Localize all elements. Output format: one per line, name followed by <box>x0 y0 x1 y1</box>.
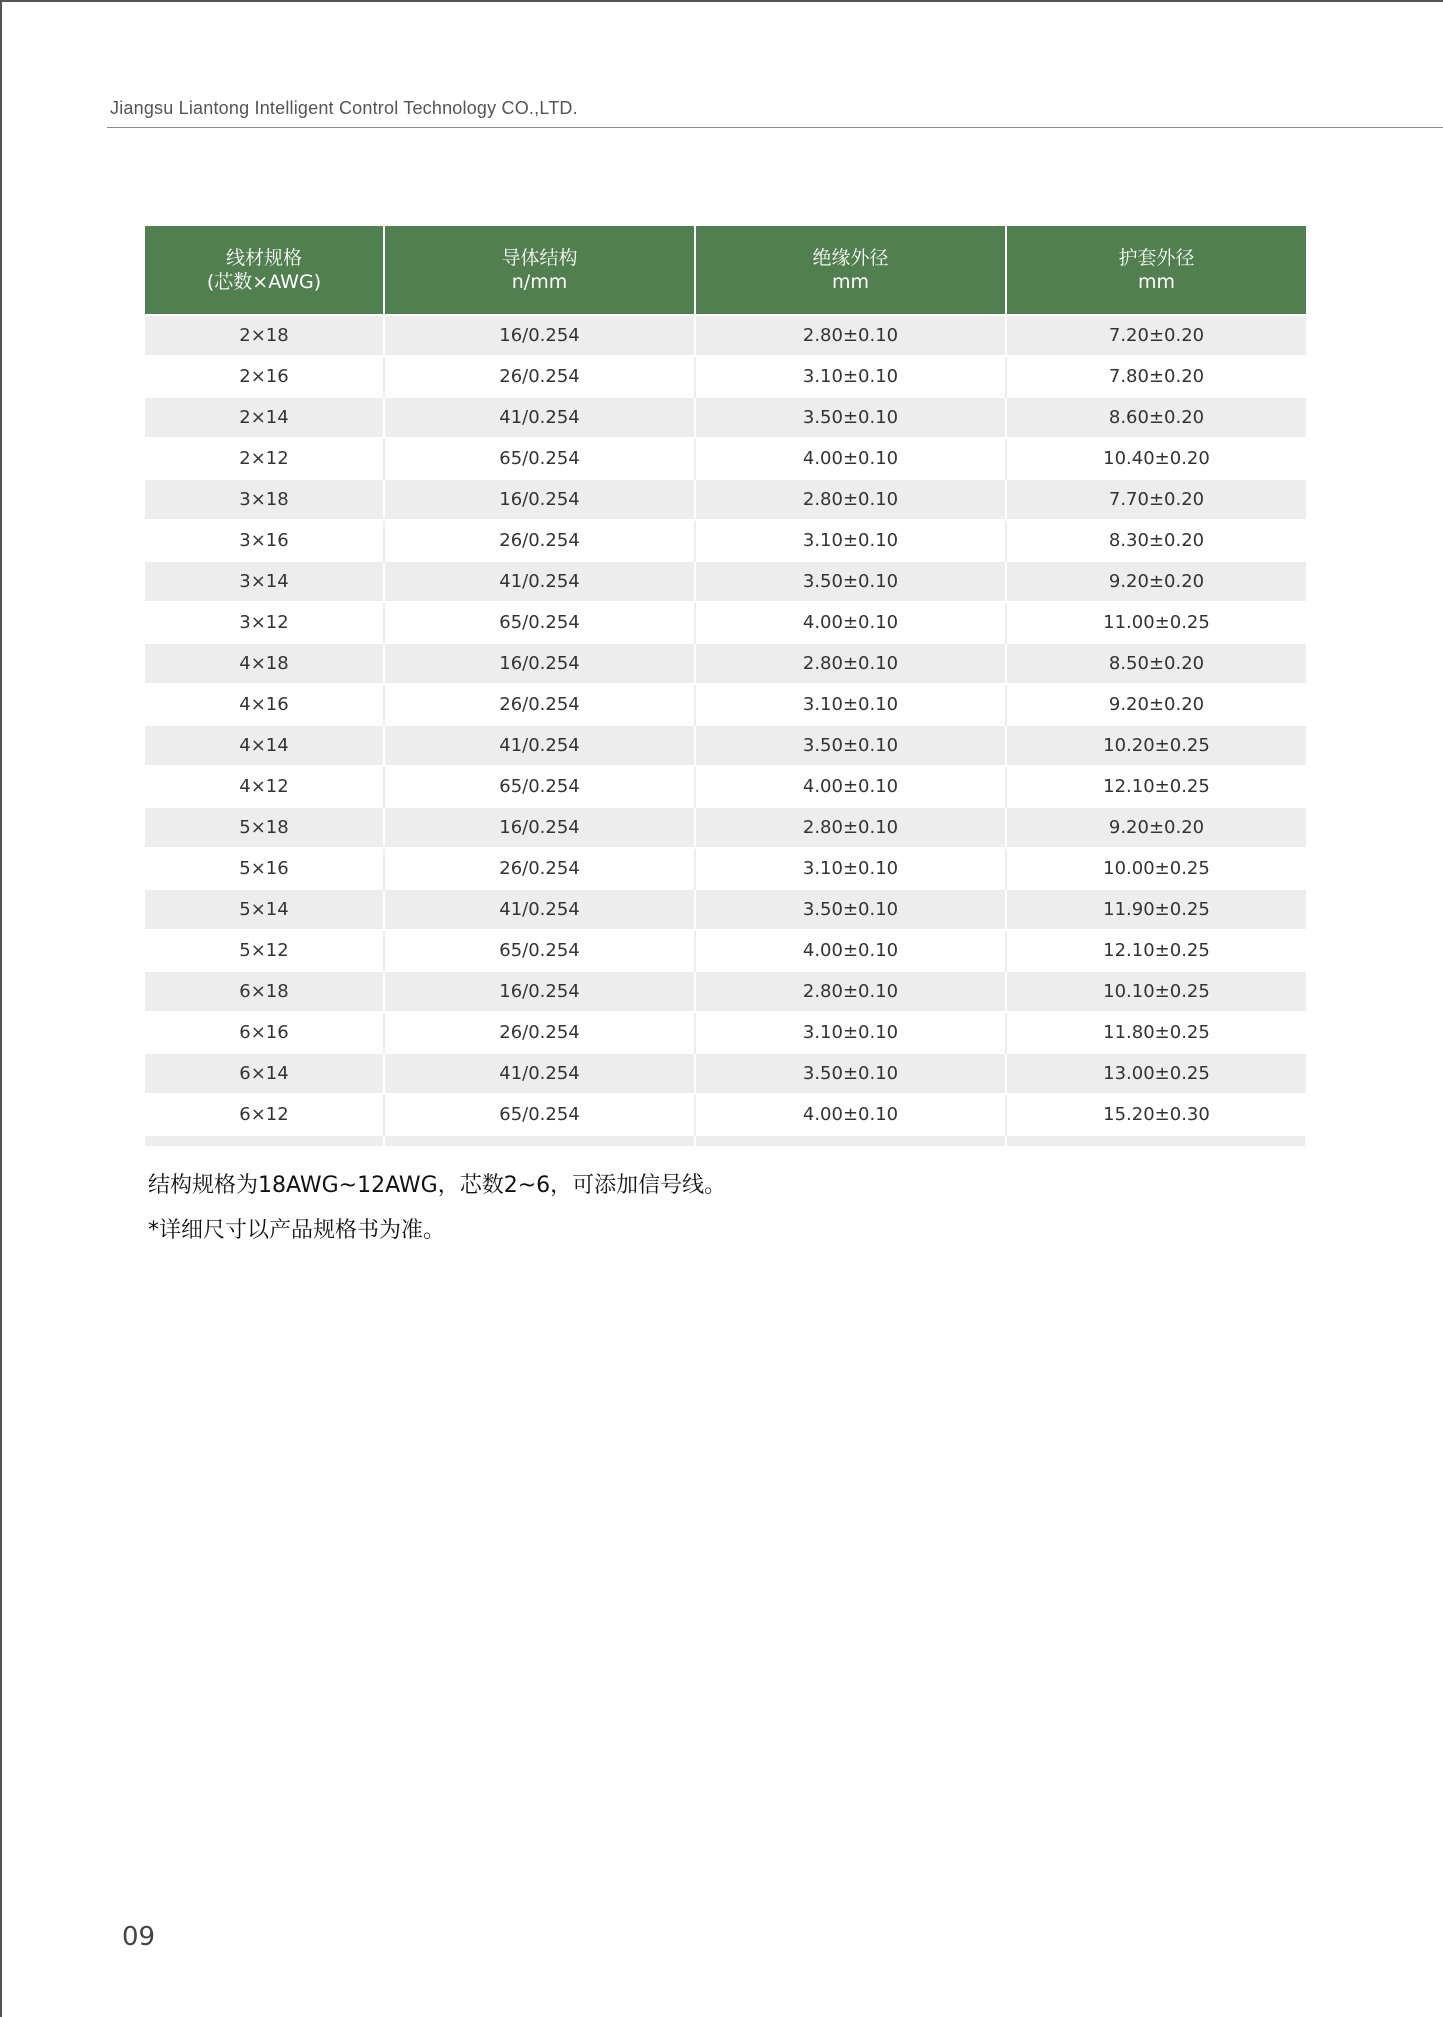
table-row <box>145 889 1306 930</box>
column-header-conductor: 导体结构 n/mm <box>384 226 695 315</box>
cell-sheath-od: 15.20±0.30 <box>1006 1094 1306 1135</box>
cell-conductor: 41/0.254 <box>384 1053 695 1094</box>
cell-conductor: 16/0.254 <box>384 807 695 848</box>
table-row <box>145 971 1306 1012</box>
cell-wire-spec: 5×18 <box>145 807 384 848</box>
cell-conductor: 65/0.254 <box>384 1094 695 1135</box>
table-row <box>145 684 1306 725</box>
cell-conductor: 65/0.254 <box>384 438 695 479</box>
table-row <box>145 643 1306 684</box>
cell-insulation-od: 3.10±0.10 <box>695 520 1006 561</box>
table-row <box>145 315 1306 356</box>
page-number: 09 <box>122 1922 156 1952</box>
cell-conductor: 26/0.254 <box>384 684 695 725</box>
cell-sheath-od: 12.10±0.25 <box>1006 930 1306 971</box>
cell-insulation-od: 2.80±0.10 <box>695 643 1006 684</box>
cable-spec-table <box>145 226 1307 1146</box>
cell-wire-spec: 4×16 <box>145 684 384 725</box>
cell-insulation-od: 2.80±0.10 <box>695 315 1006 356</box>
table-row <box>145 930 1306 971</box>
cell-sheath-od: 8.60±0.20 <box>1006 397 1306 438</box>
cell-wire-spec: 4×18 <box>145 643 384 684</box>
cell-sheath-od: 7.70±0.20 <box>1006 479 1306 520</box>
cell-conductor: 16/0.254 <box>384 643 695 684</box>
table-row-stub <box>145 1135 1306 1146</box>
column-header-sheath-od: 护套外径 mm <box>1006 226 1306 315</box>
cell-wire-spec: 5×14 <box>145 889 384 930</box>
cell-wire-spec: 5×12 <box>145 930 384 971</box>
cell-sheath-od: 9.20±0.20 <box>1006 807 1306 848</box>
header-divider <box>107 127 1443 128</box>
cell-insulation-od: 2.80±0.10 <box>695 479 1006 520</box>
cell-insulation-od: 2.80±0.10 <box>695 807 1006 848</box>
cell-sheath-od: 10.10±0.25 <box>1006 971 1306 1012</box>
cell-insulation-od: 3.10±0.10 <box>695 356 1006 397</box>
cell-wire-spec: 6×14 <box>145 1053 384 1094</box>
cell-insulation-od: 4.00±0.10 <box>695 930 1006 971</box>
cell-sheath-od: 8.50±0.20 <box>1006 643 1306 684</box>
cell-wire-spec: 4×14 <box>145 725 384 766</box>
cell-sheath-od: 9.20±0.20 <box>1006 561 1306 602</box>
cell-insulation-od: 3.50±0.10 <box>695 1053 1006 1094</box>
cell-insulation-od: 3.50±0.10 <box>695 725 1006 766</box>
cell-conductor: 26/0.254 <box>384 520 695 561</box>
empty-cell <box>145 1135 384 1146</box>
cell-wire-spec: 6×12 <box>145 1094 384 1135</box>
cell-wire-spec: 4×12 <box>145 766 384 807</box>
table-row <box>145 1053 1306 1094</box>
spec-disclaimer-note: *详细尺寸以产品规格书为准。 <box>148 1218 446 1243</box>
cell-conductor: 26/0.254 <box>384 848 695 889</box>
cell-wire-spec: 5×16 <box>145 848 384 889</box>
cell-insulation-od: 3.50±0.10 <box>695 397 1006 438</box>
cell-sheath-od: 11.00±0.25 <box>1006 602 1306 643</box>
cell-conductor: 41/0.254 <box>384 725 695 766</box>
table-row <box>145 848 1306 889</box>
cell-conductor: 16/0.254 <box>384 315 695 356</box>
cell-conductor: 41/0.254 <box>384 397 695 438</box>
table-row <box>145 479 1306 520</box>
cell-wire-spec: 2×12 <box>145 438 384 479</box>
cell-conductor: 16/0.254 <box>384 971 695 1012</box>
structure-note: 结构规格为18AWG~12AWG，芯数2~6，可添加信号线。 <box>148 1173 727 1198</box>
cell-sheath-od: 10.00±0.25 <box>1006 848 1306 889</box>
cell-wire-spec: 6×18 <box>145 971 384 1012</box>
cell-conductor: 65/0.254 <box>384 766 695 807</box>
cell-insulation-od: 3.10±0.10 <box>695 848 1006 889</box>
cell-wire-spec: 3×14 <box>145 561 384 602</box>
cell-wire-spec: 3×18 <box>145 479 384 520</box>
cell-insulation-od: 4.00±0.10 <box>695 438 1006 479</box>
cell-wire-spec: 2×14 <box>145 397 384 438</box>
cell-sheath-od: 10.40±0.20 <box>1006 438 1306 479</box>
company-header: Jiangsu Liantong Intelligent Control Technology CO.,LTD. <box>110 98 578 118</box>
cell-conductor: 41/0.254 <box>384 561 695 602</box>
cell-insulation-od: 2.80±0.10 <box>695 971 1006 1012</box>
cell-conductor: 65/0.254 <box>384 930 695 971</box>
table-row <box>145 520 1306 561</box>
cell-sheath-od: 11.90±0.25 <box>1006 889 1306 930</box>
cell-sheath-od: 13.00±0.25 <box>1006 1053 1306 1094</box>
cell-sheath-od: 12.10±0.25 <box>1006 766 1306 807</box>
cell-sheath-od: 8.30±0.20 <box>1006 520 1306 561</box>
empty-cell <box>695 1135 1006 1146</box>
cell-conductor: 65/0.254 <box>384 602 695 643</box>
table-row <box>145 1094 1306 1135</box>
cell-insulation-od: 3.10±0.10 <box>695 1012 1006 1053</box>
table-row <box>145 602 1306 643</box>
table-body <box>145 315 1306 1146</box>
cell-insulation-od: 3.50±0.10 <box>695 561 1006 602</box>
cell-sheath-od: 7.80±0.20 <box>1006 356 1306 397</box>
table-row <box>145 356 1306 397</box>
cell-wire-spec: 2×16 <box>145 356 384 397</box>
table-row <box>145 438 1306 479</box>
cell-insulation-od: 4.00±0.10 <box>695 1094 1006 1135</box>
cell-wire-spec: 3×12 <box>145 602 384 643</box>
cell-sheath-od: 10.20±0.25 <box>1006 725 1306 766</box>
table-row <box>145 397 1306 438</box>
cell-insulation-od: 3.10±0.10 <box>695 684 1006 725</box>
cell-conductor: 41/0.254 <box>384 889 695 930</box>
cell-insulation-od: 3.50±0.10 <box>695 889 1006 930</box>
empty-cell <box>1006 1135 1306 1146</box>
cell-insulation-od: 4.00±0.10 <box>695 602 1006 643</box>
table-row <box>145 1012 1306 1053</box>
cell-wire-spec: 2×18 <box>145 315 384 356</box>
table-row <box>145 725 1306 766</box>
column-header-wire-spec: 线材规格 (芯数×AWG) <box>145 226 384 315</box>
empty-cell <box>384 1135 695 1146</box>
cell-sheath-od: 9.20±0.20 <box>1006 684 1306 725</box>
cell-wire-spec: 3×16 <box>145 520 384 561</box>
table-header-row <box>145 226 1306 315</box>
cell-sheath-od: 11.80±0.25 <box>1006 1012 1306 1053</box>
cell-sheath-od: 7.20±0.20 <box>1006 315 1306 356</box>
table-row <box>145 561 1306 602</box>
cell-conductor: 26/0.254 <box>384 1012 695 1053</box>
cell-conductor: 16/0.254 <box>384 479 695 520</box>
table-row <box>145 807 1306 848</box>
cell-conductor: 26/0.254 <box>384 356 695 397</box>
table-row <box>145 766 1306 807</box>
cell-wire-spec: 6×16 <box>145 1012 384 1053</box>
column-header-insulation-od: 绝缘外径 mm <box>695 226 1006 315</box>
cell-insulation-od: 4.00±0.10 <box>695 766 1006 807</box>
